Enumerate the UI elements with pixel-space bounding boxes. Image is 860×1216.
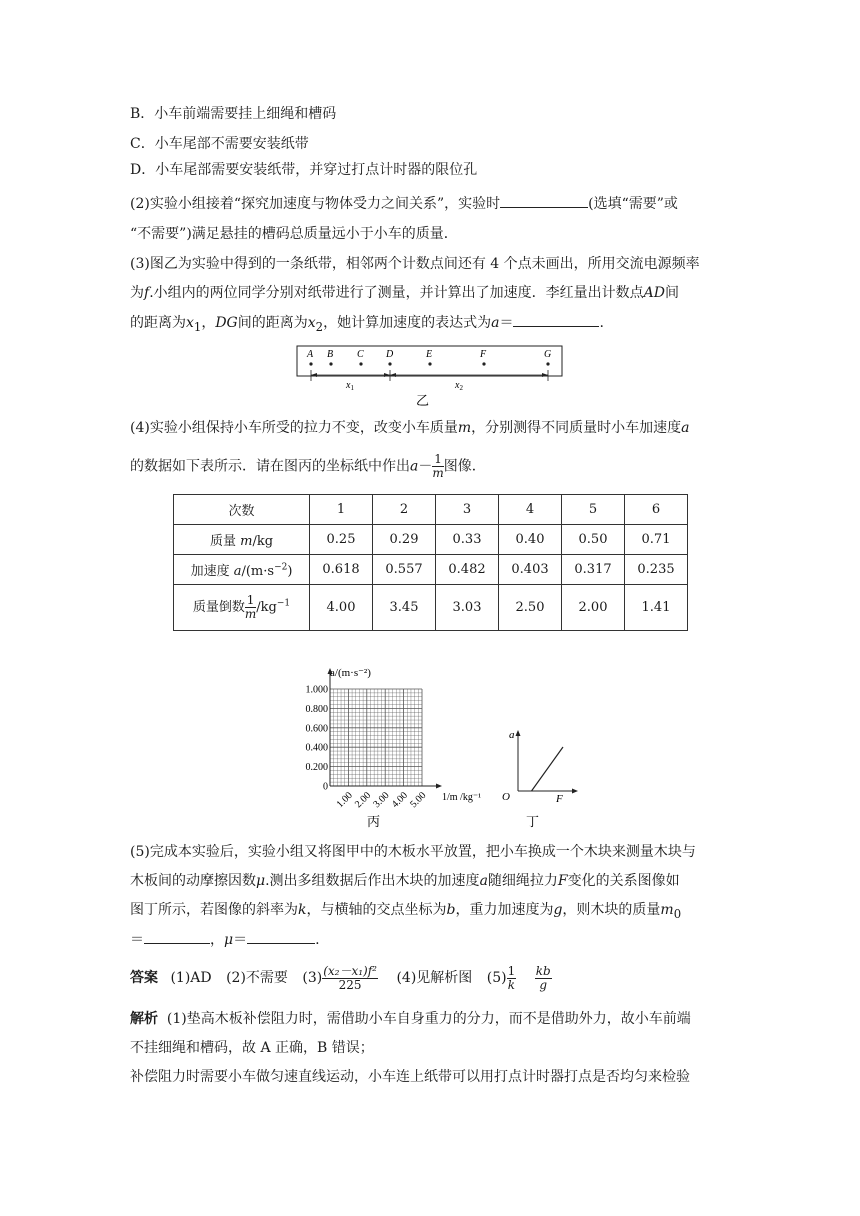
analysis-line2: 不挂细绳和槽码，故 A 正确，B 错误； [130, 1040, 374, 1056]
tape-point-label: F [480, 349, 487, 360]
header-cell: 5 [562, 495, 625, 525]
header-cell: 4 [499, 495, 562, 525]
analysis-line3: 补偿阻力时需要小车做匀速直线运动，小车连上纸带可以用打点计时器打点是否均匀来检验 [130, 1069, 690, 1085]
q5-line4: ＝ ，μ＝ . [130, 929, 320, 950]
q4-line1: (4)实验小组保持小车所受的拉力不变，改变小车质量m，分别测得不同质量时小车加速度a [130, 420, 690, 436]
table-header-row [174, 495, 688, 525]
ding-ylabel: a [509, 729, 515, 741]
tape-dot [359, 362, 362, 365]
tape-point-label: D [386, 349, 394, 360]
table-cell: 0.235 [625, 555, 688, 585]
answer-mass-fraction: $\frac{1}{k}$ [507, 963, 516, 992]
caption-ding: 丁 [526, 814, 540, 828]
header-cell: 6 [625, 495, 688, 525]
bing-y-tick: 0 [323, 781, 328, 793]
tape-dot [388, 362, 391, 365]
q5-line2: 木板间的动摩擦因数μ.测出多组数据后作出木块的加速度a随细绳拉力F变化的关系图像如 [130, 873, 680, 889]
table-row-mass [174, 525, 688, 555]
header-cell: 2 [373, 495, 436, 525]
table-cell: 0.618 [310, 555, 373, 585]
x1-label: $x_1$ [346, 380, 354, 392]
bing-xlabel: 1/m /kg⁻¹ [442, 792, 482, 803]
ding-xlabel: F [556, 793, 563, 805]
table-cell: 0.482 [436, 555, 499, 585]
answer-mu-fraction: $\frac{kb}{g}$ [535, 963, 551, 992]
analysis-label: 解析 [130, 1011, 158, 1027]
caption-bing: 丙 [367, 814, 381, 829]
tape-point-label: C [357, 349, 364, 360]
table-cell: 2.00 [562, 585, 625, 631]
answer-line: 答案 (1)AD (2)不需要 (3) $\frac{\text{(x₂－x₁)f²}}{225}$ (4)见解析图 (5) $\frac{1}{k}$ $\frac{kb}{g}$ [130, 963, 551, 992]
chart-bing [292, 664, 502, 834]
bing-y-tick: 0.200 [305, 762, 328, 774]
answer-blank-mass[interactable] [144, 929, 210, 944]
tape-point-label: E [426, 349, 433, 360]
ding-origin-label: O [502, 791, 510, 803]
tape-point-label: A [307, 349, 314, 360]
bing-ylabel: a/(m·s⁻²) [330, 667, 371, 679]
bing-x-tick: 3.00 [371, 790, 392, 811]
table-cell: 0.25 [310, 525, 373, 555]
data-table [173, 494, 688, 631]
option-c: C．小车尾部不需要安装纸带 [130, 136, 309, 152]
bing-y-tick: 0.800 [305, 703, 328, 715]
table-cell: 0.40 [499, 525, 562, 555]
answer-blank-q3[interactable] [513, 312, 599, 327]
inverse-mass-fraction: $\frac{1}{m}$ [432, 452, 444, 480]
answer-blank-mu[interactable] [247, 929, 315, 944]
q2-line1: (2)实验小组接着“探究加速度与物体受力之间关系”，实验时 (选填“需要”或 [130, 193, 678, 214]
bing-y-tick: 0.400 [305, 742, 328, 754]
tape-point-label: B [327, 349, 334, 360]
q5-line3: 图丁所示，若图像的斜率为k，与横轴的交点坐标为b，重力加速度为g，则木块的质量$m_0$ [130, 902, 682, 921]
bing-x-tick: 1.00 [334, 790, 355, 811]
header-label: 次数 [174, 495, 310, 525]
bing-x-tick: 2.00 [353, 790, 374, 811]
table-cell: 0.29 [373, 525, 436, 555]
table-row-inverse-mass [174, 585, 688, 631]
table-cell: 0.33 [436, 525, 499, 555]
q4-line2: 的数据如下表所示．请在图丙的坐标纸中作出a－ $\frac{1}{m}$ 图像． [130, 452, 486, 480]
row-label: 质量倒数 $\frac{1}{m}$ $/kg^{-1}$ [174, 585, 310, 631]
q5-line1: (5)完成本实验后，实验小组又将图甲中的木板水平放置，把小车换成一个木块来测量木块与 [130, 844, 696, 860]
ding-series-line [532, 747, 564, 791]
table-cell: 4.00 [310, 585, 373, 631]
table-cell: 0.403 [499, 555, 562, 585]
q3-line2: 为f.小组内的两位同学分别对纸带进行了测量，并计算出了加速度．李红量出计数点AD间 [130, 285, 679, 301]
tape-dot [428, 362, 431, 365]
answer-blank-q2[interactable] [500, 193, 588, 208]
option-b: B．小车前端需要挂上细绳和槽码 [130, 106, 337, 122]
answer-q3-fraction: $\frac{\text{(x₂－x₁)f²}}{225}$ [323, 963, 377, 992]
bing-x-arrow [436, 784, 442, 789]
table-cell: 0.557 [373, 555, 436, 585]
caption-yi: 乙 [416, 393, 430, 408]
table-cell: 0.50 [562, 525, 625, 555]
row-label: 质量 m/kg [174, 525, 310, 555]
table-cell: 0.71 [625, 525, 688, 555]
tape-dot [329, 362, 332, 365]
table-row-acceleration [174, 555, 688, 585]
tape-dot [309, 362, 312, 365]
chart-ding [500, 726, 590, 828]
q3-line3: 的距离为$x_1$，DG间的距离为$x_2$，她计算加速度的表达式为a＝ . [130, 312, 604, 337]
table-cell: 1.41 [625, 585, 688, 631]
x2-label: $x_2$ [455, 380, 463, 392]
table-cell: 3.03 [436, 585, 499, 631]
table-cell: 3.45 [373, 585, 436, 631]
table-cell: 2.50 [499, 585, 562, 631]
option-d: D．小车尾部需要安装纸带，并穿过打点计时器的限位孔 [130, 162, 478, 178]
q2-line2: “不需要”)满足悬挂的槽码总质量远小于小车的质量． [130, 226, 458, 242]
row-label: 加速度 $a/(m\cdot s^{-2})$ [174, 555, 310, 585]
tape-dot [482, 362, 485, 365]
paper-tape-figure [294, 344, 566, 408]
table-cell: 0.317 [562, 555, 625, 585]
header-cell: 3 [436, 495, 499, 525]
bing-y-tick: 1.000 [305, 684, 328, 696]
tape-dot [546, 362, 549, 365]
q3-line1: (3)图乙为实验中得到的一条纸带，相邻两个计数点间还有 4 个点未画出，所用交流电源频率 [130, 256, 700, 272]
bing-x-tick: 5.00 [408, 790, 429, 811]
tape-point-label: G [544, 349, 552, 360]
header-cell: 1 [310, 495, 373, 525]
bing-y-tick: 0.600 [305, 723, 328, 735]
answer-label: 答案 [130, 970, 158, 986]
analysis-line1: 解析 (1)垫高木板补偿阻力时，需借助小车自身重力的分力，而不是借助外力，故小车前端 [130, 1011, 691, 1027]
bing-x-tick: 4.00 [389, 790, 410, 811]
